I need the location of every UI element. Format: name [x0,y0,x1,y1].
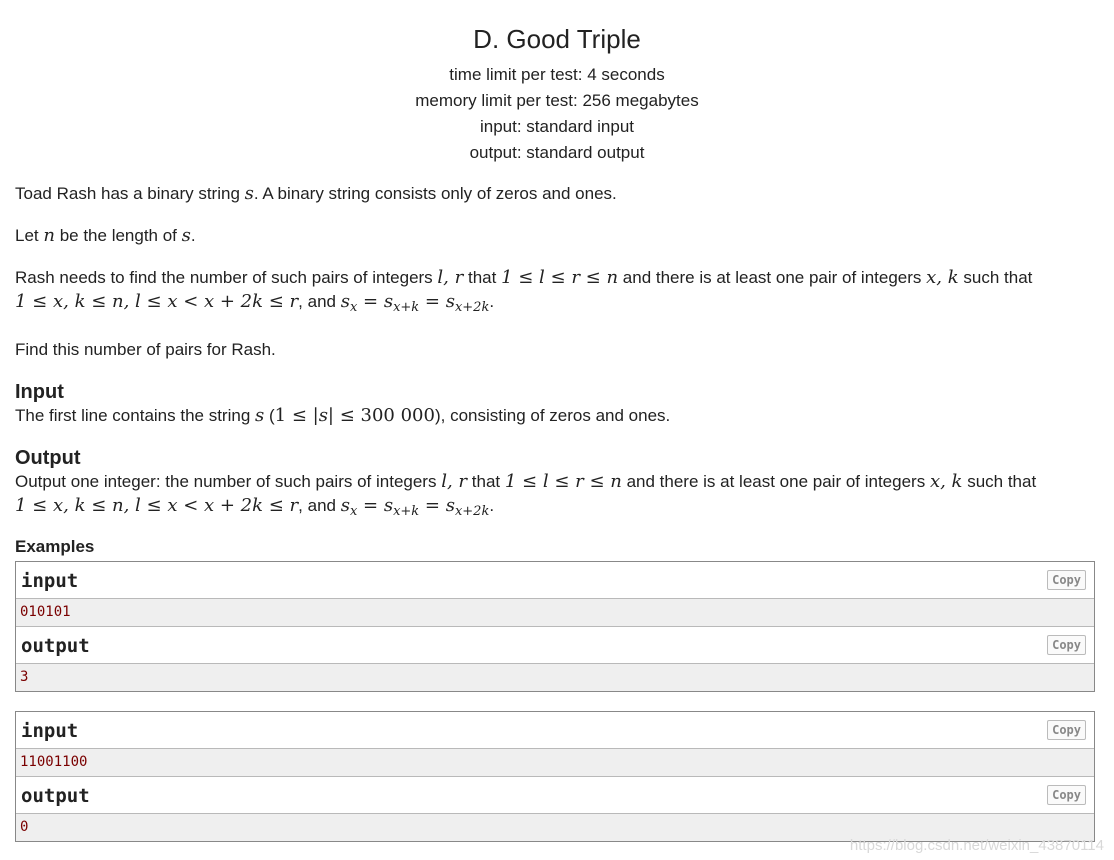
example-output-value[interactable]: 0 [20,819,29,835]
output-section [15,446,1095,524]
example-1-output-header [16,627,1094,664]
input-label: input [21,570,79,592]
output-file: output: standard output [469,143,645,162]
copy-output-button[interactable]: Copy [1047,635,1086,655]
example-2-input [16,749,1094,777]
copy-input-button[interactable]: Copy [1047,570,1086,590]
problem-header [0,0,1114,166]
statement-paragraph-4: Find this number of pairs for Rash. [15,340,276,359]
statement-paragraph-2: Let n be the length of s. [15,225,196,246]
example-output-value[interactable]: 3 [20,669,29,685]
problem-statement [15,182,1095,524]
watermark: https://blog.csdn.net/weixin_43870114 [849,837,1104,854]
examples-title: Examples [15,537,95,556]
problem-title: D. Good Triple [473,24,641,54]
example-1-output [16,664,1094,691]
input-label: input [21,720,79,742]
input-section-title: Input [15,381,64,403]
example-1 [15,561,1095,692]
input-file: input: standard input [479,117,635,136]
statement-paragraph-3: Rash needs to find the number of such pairs of integers l, r that 1 ≤ l ≤ r ≤ n and there is at least one pair of integers x, k such that 1 ≤ x, k ≤ n, l ≤ x < x + 2k ≤ r, and $s_x = s_{x+k} = s_{x+2k}$. [15,267,1033,315]
example-input-value[interactable]: 11001100 [20,754,88,770]
example-2 [15,711,1095,842]
input-section [15,380,1095,428]
copy-output-button[interactable]: Copy [1047,785,1086,805]
output-section-title: Output [15,447,81,469]
example-2-output-header [16,777,1094,814]
output-section-text: Output one integer: the number of such pairs of integers l, r that 1 ≤ l ≤ r ≤ n and there is at least one pair of integers x, k such that 1 ≤ x, k ≤ n, l ≤ x < x + 2k ≤ r, and $s_x = s_{x+k} = s_{x+2k}$. [15,471,1037,519]
memory-limit: memory limit per test: 256 megabytes [415,91,699,110]
time-limit: time limit per test: 4 seconds [449,65,665,84]
statement-paragraph-1: Toad Rash has a binary string s. A binary string consists only of zeros and ones. [15,183,617,204]
copy-input-button[interactable]: Copy [1047,720,1086,740]
output-label: output [21,785,90,807]
input-section-text: The first line contains the string s (1 ≤ |s| ≤ 300 000), consisting of zeros and ones. [15,405,671,426]
example-1-input-header [16,562,1094,599]
example-2-input-header [16,712,1094,749]
example-input-value[interactable]: 010101 [20,604,71,620]
example-1-input [16,599,1094,627]
output-label: output [21,635,90,657]
